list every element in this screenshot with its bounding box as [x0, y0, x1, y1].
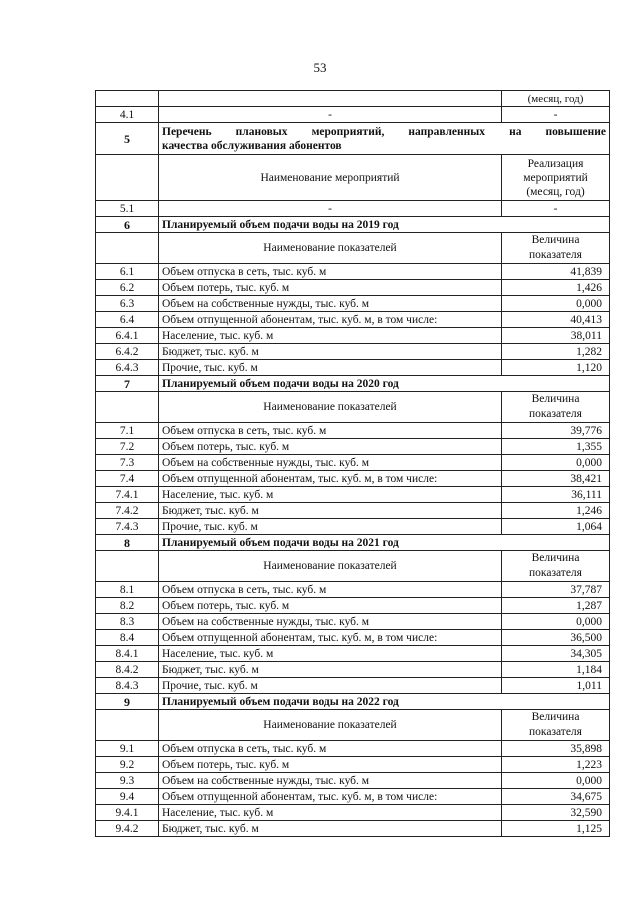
row-number: 6.4: [96, 312, 159, 328]
section-number: 5: [96, 123, 159, 155]
header-empty: [96, 710, 159, 741]
row-value: 36,111: [502, 487, 610, 503]
row-label: Объем отпуска в сеть, тыс. куб. м: [159, 264, 502, 280]
row-label: Объем потерь, тыс. куб. м: [159, 439, 502, 455]
row-number: 8.2: [96, 598, 159, 614]
header-name: Наименование показателей: [159, 233, 502, 264]
row-dash: -: [502, 201, 610, 217]
row-value: 1,184: [502, 662, 610, 678]
row-label: Объем на собственные нужды, тыс. куб. м: [159, 773, 502, 789]
header-value-line: показателя: [529, 408, 582, 420]
section-title-line: качества обслуживания абонентов: [162, 139, 342, 152]
header-value-line: показателя: [529, 567, 582, 579]
header-value: [502, 155, 610, 201]
header-empty: [96, 233, 159, 264]
section-title-line: Перечень плановых мероприятий, направленных на повышение: [162, 125, 606, 138]
header-name: Наименование мероприятий: [159, 155, 502, 201]
table-row: [96, 757, 610, 773]
section-number: 8: [96, 535, 159, 551]
row-value: 38,011: [502, 328, 610, 344]
row-label: Объем на собственные нужды, тыс. куб. м: [159, 296, 502, 312]
row-value: 40,413: [502, 312, 610, 328]
row-label: Объем отпуска в сеть, тыс. куб. м: [159, 423, 502, 439]
table-row: [96, 423, 610, 439]
row-number: 9.4.2: [96, 821, 159, 837]
row-value: 36,500: [502, 630, 610, 646]
row-number: 7.4.2: [96, 503, 159, 519]
row-value: 41,839: [502, 264, 610, 280]
row-number: 7.1: [96, 423, 159, 439]
row-value: 1,282: [502, 344, 610, 360]
table-row: [96, 662, 610, 678]
section-title: Планируемый объем подачи воды на 2022 год: [159, 694, 610, 710]
header-value-line: Величина: [531, 234, 580, 246]
row-value: 34,305: [502, 646, 610, 662]
row-label: Объем отпуска в сеть, тыс. куб. м: [159, 741, 502, 757]
table-row: [96, 201, 610, 217]
header-name: Наименование показателей: [159, 392, 502, 423]
section-header-row: [96, 123, 610, 155]
row-number: 6.3: [96, 296, 159, 312]
header-empty: [96, 551, 159, 582]
table-row: [96, 487, 610, 503]
row-number: 8.3: [96, 614, 159, 630]
table-row: [96, 471, 610, 487]
table-row: [96, 439, 610, 455]
column-header-row: [96, 233, 610, 264]
table-row: [96, 264, 610, 280]
row-dash: -: [159, 201, 502, 217]
row-number: 7.2: [96, 439, 159, 455]
row-value: 1,287: [502, 598, 610, 614]
section-number: 7: [96, 376, 159, 392]
table-row: [96, 741, 610, 757]
column-header-row: [96, 155, 610, 201]
table-row: [96, 678, 610, 694]
row-value: 1,246: [502, 503, 610, 519]
row-label: [159, 91, 502, 107]
row-label: Объем потерь, тыс. куб. м: [159, 598, 502, 614]
header-value: [502, 710, 610, 741]
row-number: 6.4.2: [96, 344, 159, 360]
row-number: 6.2: [96, 280, 159, 296]
row-dash: -: [502, 107, 610, 123]
row-number: 8.1: [96, 582, 159, 598]
section-title: Планируемый объем подачи воды на 2019 год: [159, 217, 610, 233]
table-row: [96, 821, 610, 837]
row-number: 8.4.2: [96, 662, 159, 678]
table-row: [96, 91, 610, 107]
row-value: 1,125: [502, 821, 610, 837]
row-value: 39,776: [502, 423, 610, 439]
row-label: Бюджет, тыс. куб. м: [159, 821, 502, 837]
table-row: [96, 328, 610, 344]
header-value-line: Величина: [531, 552, 580, 564]
row-number: 8.4.1: [96, 646, 159, 662]
row-value: 1,426: [502, 280, 610, 296]
table-row: [96, 344, 610, 360]
row-value: 1,355: [502, 439, 610, 455]
section-title: Планируемый объем подачи воды на 2020 год: [159, 376, 610, 392]
table-row: [96, 312, 610, 328]
header-value-line: мероприятий: [523, 171, 588, 184]
section-header-row: [96, 376, 610, 392]
row-number: [96, 91, 159, 107]
table-row: [96, 582, 610, 598]
row-label: Прочие, тыс. куб. м: [159, 519, 502, 535]
row-value: 1,064: [502, 519, 610, 535]
table-body: [96, 91, 610, 837]
section-header-row: [96, 535, 610, 551]
row-number: 9.4.1: [96, 805, 159, 821]
table-row: [96, 296, 610, 312]
row-number: 6.4.3: [96, 360, 159, 376]
row-label: Объем отпущенной абонентам, тыс. куб. м, в том числе:: [159, 630, 502, 646]
row-value: 1,120: [502, 360, 610, 376]
header-empty: [96, 155, 159, 201]
row-dash: -: [159, 107, 502, 123]
header-value: [502, 551, 610, 582]
table-row: [96, 503, 610, 519]
table-row: [96, 614, 610, 630]
row-label: Объем потерь, тыс. куб. м: [159, 757, 502, 773]
row-value: 37,787: [502, 582, 610, 598]
row-value: 38,421: [502, 471, 610, 487]
table-row: [96, 519, 610, 535]
column-header-row: [96, 392, 610, 423]
row-number: 4.1: [96, 107, 159, 123]
table-row: [96, 805, 610, 821]
month-year-fragment: (месяц, год): [502, 91, 610, 107]
row-number: 7.3: [96, 455, 159, 471]
header-value-line: Величина: [531, 393, 580, 405]
section-title: [159, 123, 610, 155]
table-row: [96, 360, 610, 376]
row-label: Объем отпущенной абонентам, тыс. куб. м, в том числе:: [159, 789, 502, 805]
row-value: 1,011: [502, 678, 610, 694]
row-label: Объем потерь, тыс. куб. м: [159, 280, 502, 296]
table-row: [96, 630, 610, 646]
header-name: Наименование показателей: [159, 551, 502, 582]
table-row: [96, 646, 610, 662]
row-label: Объем на собственные нужды, тыс. куб. м: [159, 614, 502, 630]
column-header-row: [96, 551, 610, 582]
header-value-line: Реализация: [527, 157, 584, 170]
row-number: 7.4.1: [96, 487, 159, 503]
header-value-line: (месяц, год): [526, 185, 585, 198]
section-header-row: [96, 217, 610, 233]
header-value-line: показателя: [529, 726, 582, 738]
row-number: 5.1: [96, 201, 159, 217]
row-label: Объем отпущенной абонентам, тыс. куб. м, в том числе:: [159, 471, 502, 487]
column-header-row: [96, 710, 610, 741]
row-number: 6.4.1: [96, 328, 159, 344]
row-number: 9.4: [96, 789, 159, 805]
header-value: [502, 233, 610, 264]
row-number: 8.4.3: [96, 678, 159, 694]
table-row: [96, 789, 610, 805]
row-number: 8.4: [96, 630, 159, 646]
row-number: 9.2: [96, 757, 159, 773]
row-label: Население, тыс. куб. м: [159, 805, 502, 821]
row-number: 9.1: [96, 741, 159, 757]
header-value-line: Величина: [531, 711, 580, 723]
row-value: 0,000: [502, 773, 610, 789]
table-row: [96, 773, 610, 789]
header-empty: [96, 392, 159, 423]
row-label: Прочие, тыс. куб. м: [159, 678, 502, 694]
row-number: 6.1: [96, 264, 159, 280]
row-label: Население, тыс. куб. м: [159, 328, 502, 344]
header-value: [502, 392, 610, 423]
row-number: 9.3: [96, 773, 159, 789]
row-label: Объем отпуска в сеть, тыс. куб. м: [159, 582, 502, 598]
section-title: Планируемый объем подачи воды на 2021 год: [159, 535, 610, 551]
page-number: 53: [313, 60, 327, 75]
row-label: Объем отпущенной абонентам, тыс. куб. м, в том числе:: [159, 312, 502, 328]
row-value: 34,675: [502, 789, 610, 805]
table-row: [96, 455, 610, 471]
row-value: 35,898: [502, 741, 610, 757]
row-label: Прочие, тыс. куб. м: [159, 360, 502, 376]
row-value: 1,223: [502, 757, 610, 773]
row-value: 0,000: [502, 296, 610, 312]
table-row: [96, 280, 610, 296]
section-number: 9: [96, 694, 159, 710]
row-label: Население, тыс. куб. м: [159, 487, 502, 503]
header-name: Наименование показателей: [159, 710, 502, 741]
row-value: 0,000: [502, 455, 610, 471]
section-header-row: [96, 694, 610, 710]
table-row: [96, 107, 610, 123]
row-label: Население, тыс. куб. м: [159, 646, 502, 662]
row-label: Бюджет, тыс. куб. м: [159, 344, 502, 360]
row-label: Объем на собственные нужды, тыс. куб. м: [159, 455, 502, 471]
row-number: 7.4.3: [96, 519, 159, 535]
row-label: Бюджет, тыс. куб. м: [159, 503, 502, 519]
table-row: [96, 598, 610, 614]
row-value: 0,000: [502, 614, 610, 630]
section-number: 6: [96, 217, 159, 233]
water-supply-table: [95, 90, 610, 837]
row-number: 7.4: [96, 471, 159, 487]
header-value-line: показателя: [529, 249, 582, 261]
row-value: 32,590: [502, 805, 610, 821]
row-label: Бюджет, тыс. куб. м: [159, 662, 502, 678]
